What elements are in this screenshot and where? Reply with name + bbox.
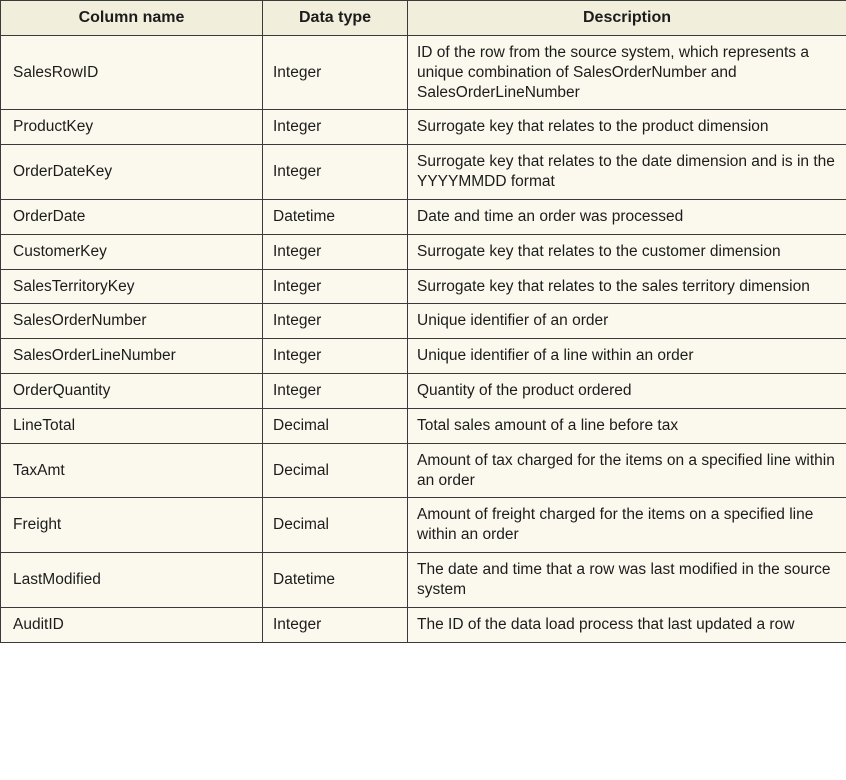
- column-header-column-name: Column name: [1, 1, 263, 36]
- cell-data-type: Datetime: [263, 199, 408, 234]
- table-row: [1, 269, 846, 304]
- cell-column-name: CustomerKey: [1, 234, 263, 269]
- table-row: [1, 607, 846, 642]
- cell-data-type: Integer: [263, 339, 408, 374]
- column-header-data-type: Data type: [263, 1, 408, 36]
- cell-column-name: SalesOrderLineNumber: [1, 339, 263, 374]
- cell-description: Date and time an order was processed: [408, 199, 846, 234]
- cell-data-type: Integer: [263, 304, 408, 339]
- cell-column-name: LineTotal: [1, 408, 263, 443]
- table-row: [1, 199, 846, 234]
- table-row: [1, 408, 846, 443]
- cell-data-type: Integer: [263, 607, 408, 642]
- table-row: [1, 145, 846, 200]
- cell-column-name: OrderDateKey: [1, 145, 263, 200]
- cell-data-type: Decimal: [263, 498, 408, 553]
- cell-description: The ID of the data load process that last updated a row: [408, 607, 846, 642]
- table-row: [1, 498, 846, 553]
- cell-data-type: Integer: [263, 269, 408, 304]
- table-row: [1, 234, 846, 269]
- cell-column-name: SalesRowID: [1, 36, 263, 110]
- cell-description: Unique identifier of a line within an order: [408, 339, 846, 374]
- cell-column-name: AuditID: [1, 607, 263, 642]
- cell-description: Surrogate key that relates to the date dimension and is in the YYYYMMDD format: [408, 145, 846, 200]
- cell-description: Surrogate key that relates to the product dimension: [408, 110, 846, 145]
- cell-data-type: Integer: [263, 234, 408, 269]
- table-header-row: [1, 1, 846, 36]
- table-row: [1, 36, 846, 110]
- cell-column-name: TaxAmt: [1, 443, 263, 498]
- cell-description: Surrogate key that relates to the sales territory dimension: [408, 269, 846, 304]
- table-header: [1, 1, 846, 36]
- cell-description: Amount of freight charged for the items on a specified line within an order: [408, 498, 846, 553]
- table-row: [1, 374, 846, 409]
- table-row: [1, 304, 846, 339]
- cell-description: Total sales amount of a line before tax: [408, 408, 846, 443]
- cell-data-type: Datetime: [263, 553, 408, 608]
- table-row: [1, 110, 846, 145]
- cell-description: Amount of tax charged for the items on a specified line within an order: [408, 443, 846, 498]
- cell-description: The date and time that a row was last modified in the source system: [408, 553, 846, 608]
- table-body: [1, 36, 846, 643]
- cell-description: Surrogate key that relates to the customer dimension: [408, 234, 846, 269]
- cell-column-name: ProductKey: [1, 110, 263, 145]
- cell-data-type: Integer: [263, 145, 408, 200]
- column-header-description: Description: [408, 1, 846, 36]
- cell-data-type: Integer: [263, 110, 408, 145]
- table-row: [1, 443, 846, 498]
- cell-column-name: SalesTerritoryKey: [1, 269, 263, 304]
- cell-data-type: Decimal: [263, 443, 408, 498]
- cell-data-type: Integer: [263, 374, 408, 409]
- cell-description: Quantity of the product ordered: [408, 374, 846, 409]
- cell-column-name: Freight: [1, 498, 263, 553]
- cell-column-name: OrderQuantity: [1, 374, 263, 409]
- cell-description: Unique identifier of an order: [408, 304, 846, 339]
- cell-column-name: LastModified: [1, 553, 263, 608]
- cell-column-name: SalesOrderNumber: [1, 304, 263, 339]
- cell-column-name: OrderDate: [1, 199, 263, 234]
- cell-description: ID of the row from the source system, which represents a unique combination of SalesOrderNumber and SalesOrderLineNumber: [408, 36, 846, 110]
- cell-data-type: Integer: [263, 36, 408, 110]
- table-row: [1, 553, 846, 608]
- cell-data-type: Decimal: [263, 408, 408, 443]
- table-row: [1, 339, 846, 374]
